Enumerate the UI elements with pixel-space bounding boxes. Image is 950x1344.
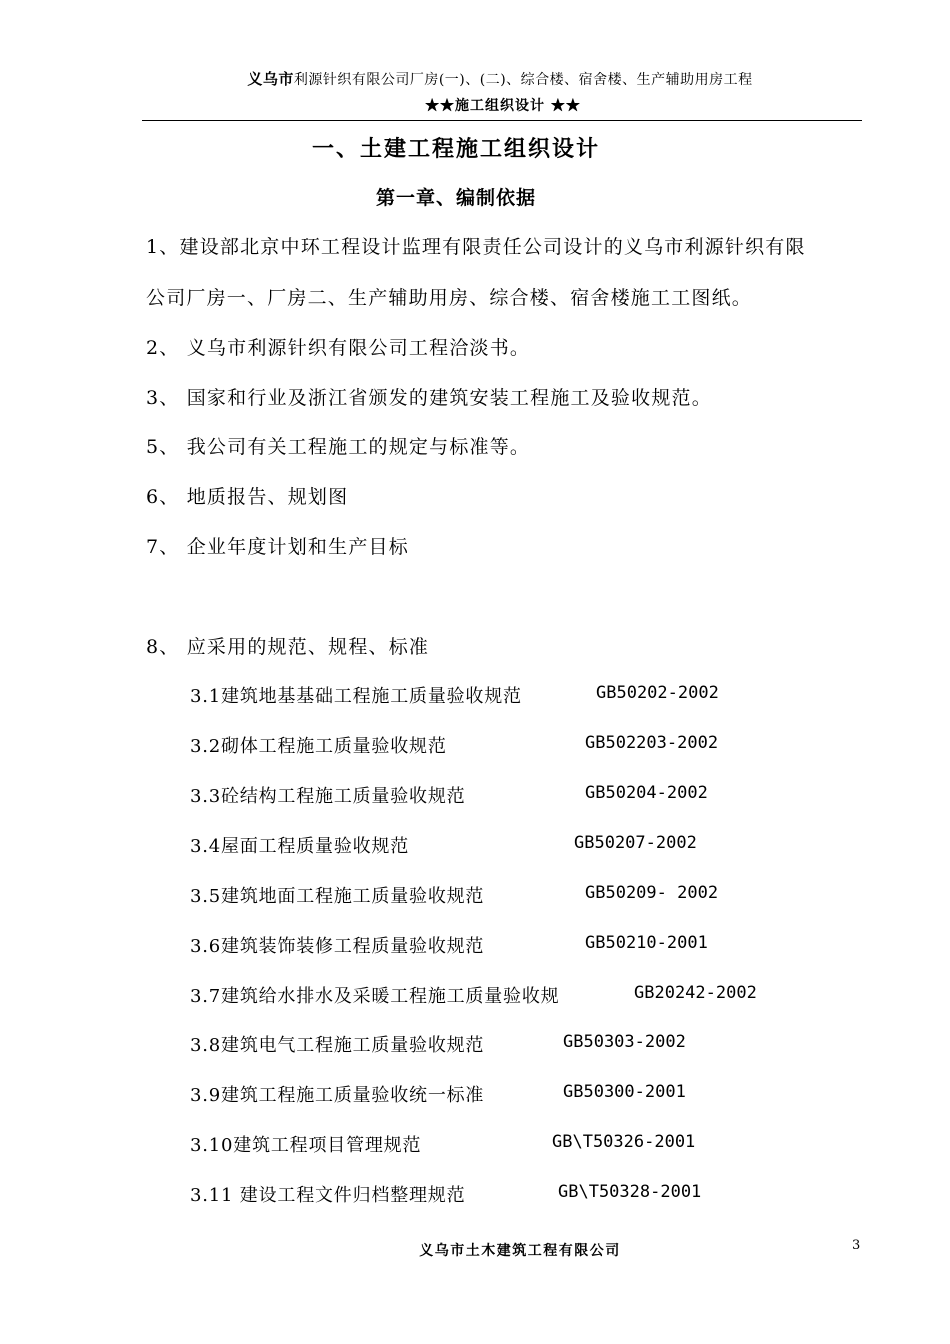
standard-name: 建筑地基基础工程施工质量验收规范 xyxy=(221,686,522,707)
footer-company: 义乌市土木建筑工程有限公司 xyxy=(419,1243,621,1259)
paragraph: 3、 国家和行业及浙江省颁发的建筑安装工程施工及验收规范。 xyxy=(146,387,712,409)
standard-number: 3.8 xyxy=(190,1035,222,1056)
standard-name: 建筑工程项目管理规范 xyxy=(233,1135,422,1156)
standard-code: GB50210-2001 xyxy=(585,933,708,953)
standard-item xyxy=(190,732,447,758)
paragraph: 5、 我公司有关工程施工的规定与标准等。 xyxy=(146,436,531,458)
standard-number: 3.9 xyxy=(190,1085,222,1106)
standard-name: 建筑装饰装修工程质量验收规范 xyxy=(221,936,485,957)
standard-item xyxy=(190,982,559,1008)
standard-code: GB\T50326-2001 xyxy=(552,1132,696,1152)
paragraph: 公司厂房一、厂房二、生产辅助用房、综合楼、宿舍楼施工工图纸。 xyxy=(146,287,753,309)
standard-name: 建设工程文件归档整理规范 xyxy=(233,1185,466,1206)
standard-item xyxy=(190,682,522,708)
standard-number: 3.1 xyxy=(190,686,222,707)
running-header-line1 xyxy=(0,68,950,89)
standard-name: 建筑工程施工质量验收统一标准 xyxy=(221,1085,485,1106)
standard-item xyxy=(190,832,409,858)
standard-name: 建筑给水排水及采暖工程施工质量验收规 xyxy=(221,986,560,1007)
standard-number: 3.7 xyxy=(190,986,222,1007)
standard-code: GB50300-2001 xyxy=(563,1082,686,1102)
header-project: 利源针织有限公司厂房(一)、(二)、综合楼、宿舍楼、生产辅助用房工程 xyxy=(293,72,753,88)
standard-code: GB502203-2002 xyxy=(585,733,719,753)
paragraph: 7、 企业年度计划和生产目标 xyxy=(146,536,409,558)
running-header-line2: ★★施工组织设计 ★★ xyxy=(425,98,581,114)
document-title: 一、土建工程施工组织设计 xyxy=(311,136,600,162)
standard-code: GB50207-2002 xyxy=(574,833,697,853)
standard-item xyxy=(190,882,484,908)
standard-number: 3.10 xyxy=(190,1135,234,1156)
standard-item xyxy=(190,1131,421,1157)
paragraph: 2、 义乌市利源针织有限公司工程洽淡书。 xyxy=(146,337,531,359)
standard-item xyxy=(190,782,465,808)
standard-name: 建筑地面工程施工质量验收规范 xyxy=(221,886,485,907)
paragraph: 1、建设部北京中环工程设计监理有限责任公司设计的义乌市利源针织有限 xyxy=(146,236,806,258)
standard-number: 3.2 xyxy=(190,736,222,757)
standard-code: GB50209- 2002 xyxy=(585,883,719,903)
header-divider xyxy=(142,120,862,121)
standard-number: 3.5 xyxy=(190,886,222,907)
paragraph: 8、 应采用的规范、规程、标准 xyxy=(146,636,430,658)
page-number: 3 xyxy=(852,1238,861,1253)
standard-code: GB50303-2002 xyxy=(563,1032,686,1052)
standard-number: 3.6 xyxy=(190,936,222,957)
standard-code: GB50202-2002 xyxy=(596,683,719,703)
standard-item xyxy=(190,1031,484,1057)
standard-name: 屋面工程质量验收规范 xyxy=(221,836,410,857)
standard-number: 3.11 xyxy=(190,1185,234,1206)
paragraph: 6、 地质报告、规划图 xyxy=(146,486,349,508)
chapter-heading: 第一章、编制依据 xyxy=(375,187,536,209)
standard-item xyxy=(190,1181,465,1207)
standard-item xyxy=(190,932,484,958)
standard-code: GB50204-2002 xyxy=(585,783,708,803)
standard-code: GB\T50328-2001 xyxy=(558,1182,702,1202)
standard-number: 3.3 xyxy=(190,786,222,807)
standard-name: 建筑电气工程施工质量验收规范 xyxy=(221,1035,485,1056)
standard-code: GB20242-2002 xyxy=(634,983,757,1003)
header-city: 义乌市 xyxy=(247,70,294,88)
standard-name: 砌体工程施工质量验收规范 xyxy=(221,736,447,757)
standard-name: 砼结构工程施工质量验收规范 xyxy=(221,786,466,807)
standard-item xyxy=(190,1081,484,1107)
standard-number: 3.4 xyxy=(190,836,222,857)
